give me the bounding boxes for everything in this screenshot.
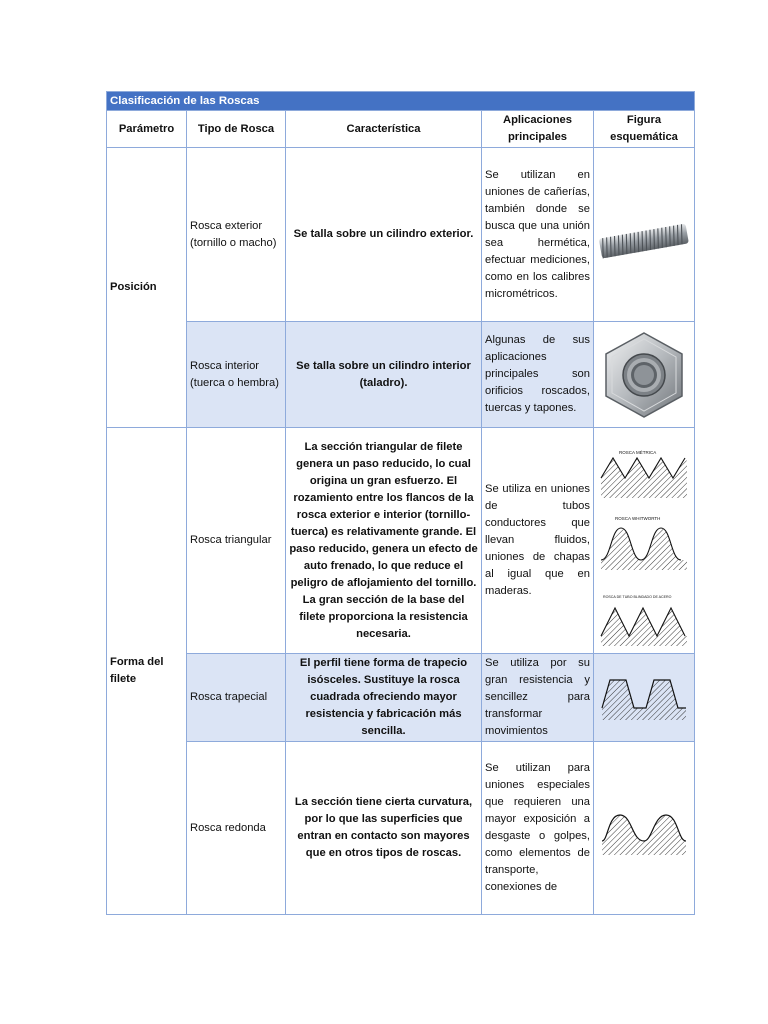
aplicaciones-cell: Se utilizan en uniones de cañerías, también donde se busca que una unión sea hermética, efectuar mediciones, como en los calibres micrométricos.: [482, 148, 594, 322]
hex-nut-image: [598, 329, 690, 421]
threaded-rod-image: [598, 212, 690, 272]
triangular-thread-diagrams: [597, 448, 692, 648]
aplicaciones-cell: Algunas de sus aplicaciones principales son orificios roscados, tuercas y tapones.: [482, 322, 594, 428]
tipo-cell: Rosca trapecial: [187, 654, 286, 742]
figura-label-metrica: ROSCA MÉTRICA: [619, 449, 657, 455]
figura-cell: [594, 148, 695, 322]
tipo-cell: Rosca triangular: [187, 428, 286, 654]
group-forma: Forma del filete: [107, 428, 187, 915]
aplicaciones-cell: Se utiliza en uniones de tubos conductores que llevan fluidos, uniones de chapas al igual que en maderas.: [482, 428, 594, 654]
caracteristica-cell: El perfil tiene forma de trapecio isósceles. Sustituye la rosca cuadrada ofreciendo mayor resistencia y fabricación más sencilla.: [286, 654, 482, 742]
header-figura: Figura esquemática: [594, 111, 695, 148]
round-thread-diagram: [598, 803, 690, 863]
table-row: [107, 148, 695, 322]
table-row: [107, 742, 695, 915]
header-caracteristica: Característica: [286, 111, 482, 148]
figura-cell: [594, 322, 695, 428]
caracteristica-cell: La sección tiene cierta curvatura, por lo que las superficies que entran en contacto son mayores que en otros tipos de roscas.: [286, 742, 482, 915]
tipo-cell: Rosca exterior (tornillo o macho): [187, 148, 286, 322]
caracteristica-cell: Se talla sobre un cilindro exterior.: [286, 148, 482, 322]
header-row: [107, 111, 695, 148]
caracteristica-cell: Se talla sobre un cilindro interior (taladro).: [286, 322, 482, 428]
header-tipo: Tipo de Rosca: [187, 111, 286, 148]
caracteristica-cell: La sección triangular de filete genera un paso reducido, lo cual origina un gran esfuerzo. El rozamiento entre los flancos de la rosca exterior e interior (tornillo-tuerca) es relativamente grande. El paso reducido, genera un efecto de auto frenado, lo que reduce el peligro de aflojamiento del tornillo. La gran sección de la base del filete proporciona la resistencia necesaria.: [286, 428, 482, 654]
aplicaciones-cell: Se utilizan para uniones especiales que requieren una mayor exposición a desgaste o golpes, como elementos de transporte, conexiones de: [482, 742, 594, 915]
table-row: [107, 322, 695, 428]
tipo-cell: Rosca interior (tuerca o hembra): [187, 322, 286, 428]
figura-cell: [594, 654, 695, 742]
figura-cell: [594, 742, 695, 915]
tipo-cell: Rosca redonda: [187, 742, 286, 915]
figura-label-whitworth: ROSCA WHITWORTH: [615, 515, 661, 521]
group-posicion: Posición: [107, 148, 187, 428]
table-row: [107, 428, 695, 654]
aplicaciones-cell: Se utiliza por su gran resistencia y sencillez para transformar movimientos: [482, 654, 594, 742]
table-title: Clasificación de las Roscas: [107, 92, 695, 111]
table-row: [107, 654, 695, 742]
trapezoidal-thread-diagram: [598, 668, 690, 728]
figura-label-tubo: ROSCA DE TUBO BLINDADO DE ACERO: [603, 594, 672, 599]
header-aplicaciones: Aplicaciones principales: [482, 111, 594, 148]
table-title-row: [107, 92, 695, 111]
figura-cell: [594, 428, 695, 654]
roscas-table: [106, 91, 695, 915]
header-parametro: Parámetro: [107, 111, 187, 148]
